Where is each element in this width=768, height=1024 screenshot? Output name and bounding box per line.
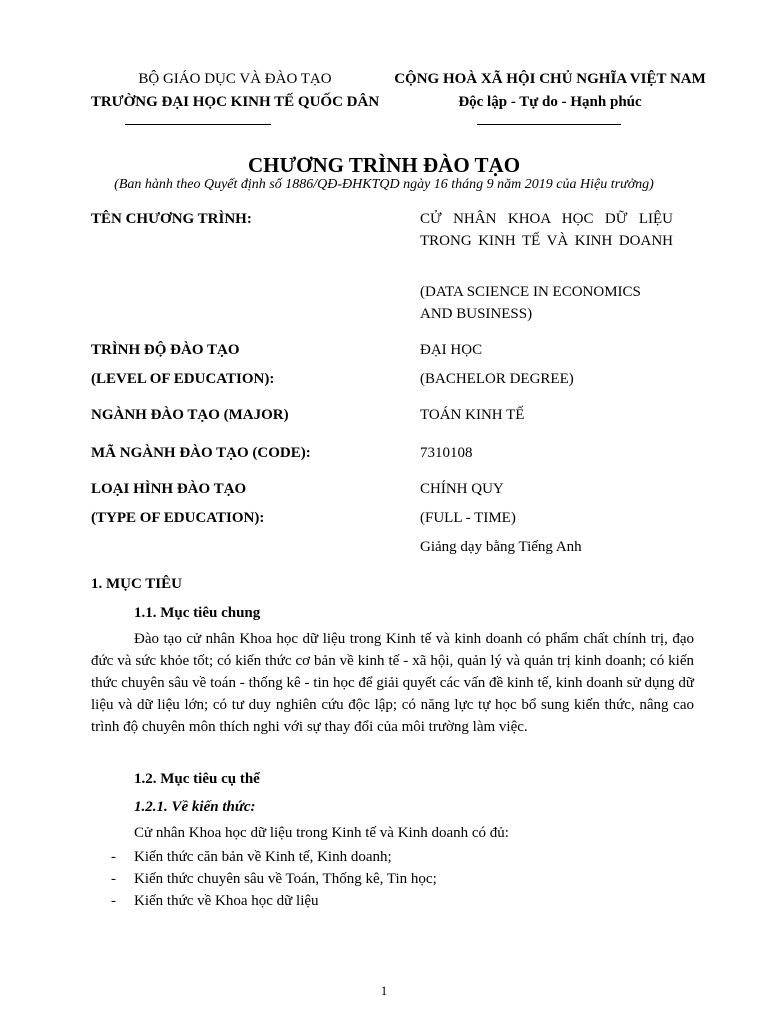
list-item-marker: - — [111, 849, 116, 865]
major-value: TOÁN KINH TẾ — [420, 407, 525, 423]
knowledge-heading: 1.2.1. Về kiến thức: — [134, 799, 256, 815]
section-heading: 1. MỤC TIÊU — [91, 576, 182, 592]
level-label: TRÌNH ĐỘ ĐÀO TẠO — [91, 342, 240, 358]
program-name-value-en: (DATA SCIENCE IN ECONOMICS AND BUSINESS) — [420, 284, 641, 322]
university-name: TRƯỜNG ĐẠI HỌC KINH TẾ QUỐC DÂN — [90, 94, 380, 110]
type-value: CHÍNH QUY — [420, 481, 504, 497]
knowledge-intro: Cử nhân Khoa học dữ liệu trong Kinh tế và Kinh doanh có đủ: — [134, 825, 509, 841]
type-note: Giảng dạy bằng Tiếng Anh — [420, 539, 582, 555]
country-name: CỘNG HOÀ XÃ HỘI CHỦ NGHĨA VIỆT NAM — [394, 71, 706, 87]
list-item: Kiến thức về Khoa học dữ liệu — [134, 893, 319, 909]
page-number: 1 — [380, 983, 388, 998]
level-value: ĐẠI HỌC — [420, 342, 483, 358]
list-item: Kiến thức chuyên sâu về Toán, Thống kê, Tin học; — [134, 871, 437, 887]
level-value-en: (BACHELOR DEGREE) — [420, 371, 574, 387]
type-label: LOẠI HÌNH ĐÀO TẠO — [91, 481, 247, 497]
major-label: NGÀNH ĐÀO TẠO (MAJOR) — [91, 407, 289, 423]
subsection-heading-2: 1.2. Mục tiêu cụ thể — [134, 771, 260, 787]
level-label-en: (LEVEL OF EDUCATION): — [91, 371, 275, 387]
right-header-rule — [477, 124, 621, 125]
code-label: MÃ NGÀNH ĐÀO TẠO (CODE): — [91, 445, 311, 461]
general-objective-paragraph: Đào tạo cử nhân Khoa học dữ liệu trong Kinh tế và kinh doanh có phẩm chất chính trị, đạo đức và sức khỏe tốt; có kiến thức cơ bản về kinh tế - xã hội, quản lý và quản trị kinh doanh; có kiến thức chuyên sâu về toán - thống kê - tin học để giải quyết các vấn đề kinh tế, kinh doanh sử dụng dữ liệu và dữ liệu lớn; có tư duy nghiên cứu độc lập; có năng lực tự học bổ sung kiến thức, nâng cao trình độ chuyên môn thích nghi với sự thay đổi của môi trường làm việc. — [91, 631, 694, 735]
page-title: CHƯƠNG TRÌNH ĐÀO TẠO — [247, 153, 521, 177]
program-name-value-vi: CỬ NHÂN KHOA HỌC DỮ LIỆU TRONG KINH TẾ VÀ KINH DOANH — [420, 211, 673, 249]
list-item-marker: - — [111, 893, 116, 909]
left-header-rule — [125, 124, 271, 125]
program-name-label: TÊN CHƯƠNG TRÌNH: — [91, 211, 252, 227]
page-subtitle: (Ban hành theo Quyết định số 1886/QĐ-ĐHKTQD ngày 16 tháng 9 năm 2019 của Hiệu trưởng) — [114, 177, 654, 192]
code-value: 7310108 — [420, 445, 473, 461]
subsection-heading: 1.1. Mục tiêu chung — [134, 605, 261, 621]
list-item-marker: - — [111, 871, 116, 887]
motto: Độc lập - Tự do - Hạnh phúc — [458, 94, 642, 110]
type-label-en: (TYPE OF EDUCATION): — [91, 510, 265, 526]
list-item: Kiến thức căn bản về Kinh tế, Kinh doanh; — [134, 849, 392, 865]
type-value-en: (FULL - TIME) — [420, 510, 516, 526]
ministry-name: BỘ GIÁO DỤC VÀ ĐÀO TẠO — [138, 71, 332, 87]
